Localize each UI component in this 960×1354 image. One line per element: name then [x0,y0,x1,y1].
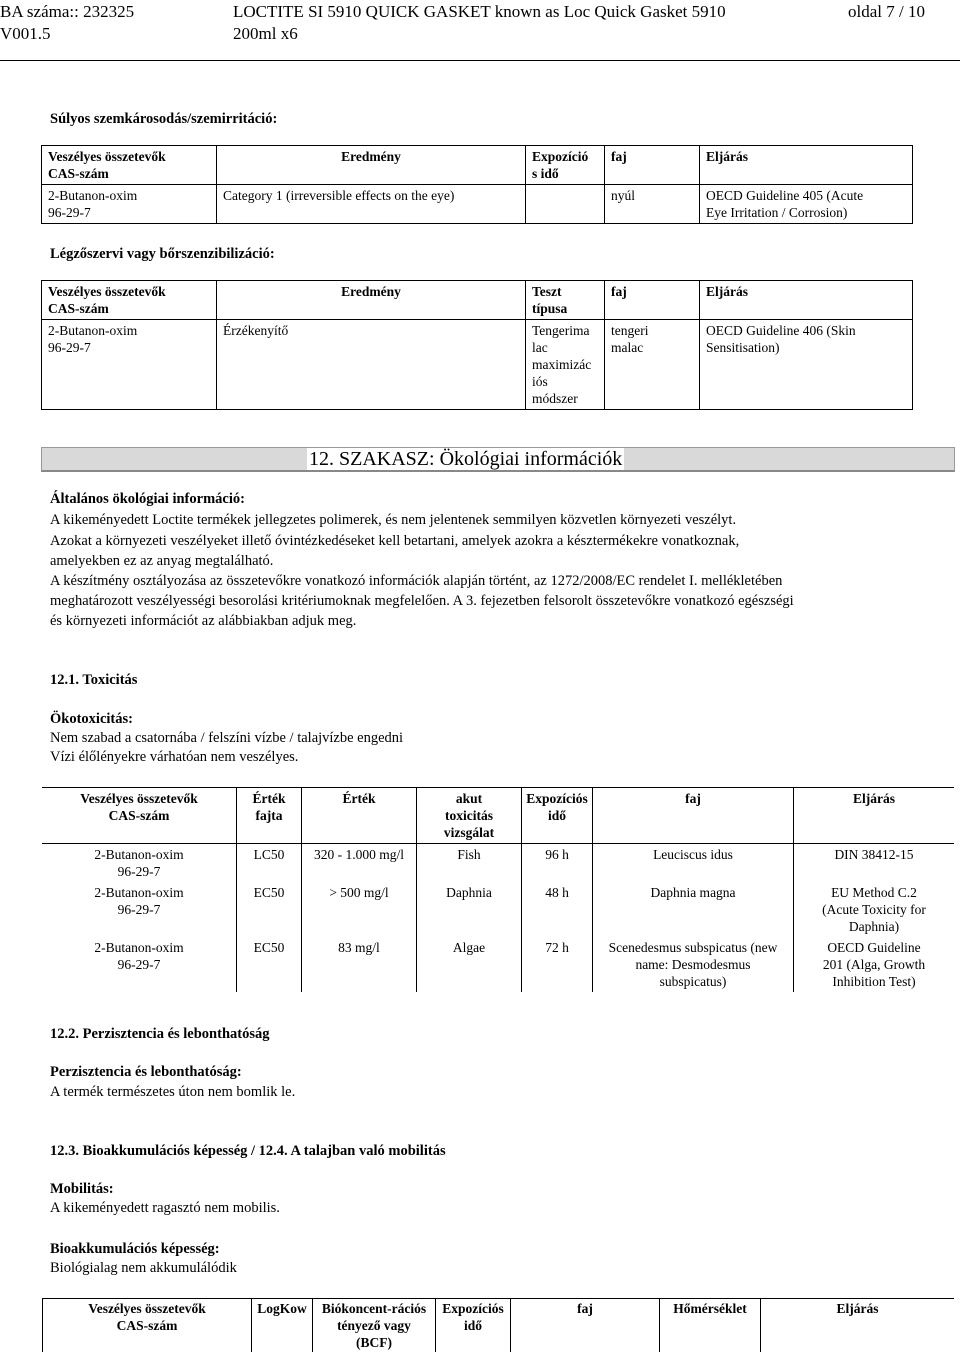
header-rule [0,60,960,61]
component-cell: 2-Butanon-oxim 96-29-7 [42,320,217,410]
col-header-species: faj [593,788,794,844]
mobility-title: Mobilitás: [50,1181,114,1197]
bioaccumulation-subtitle: Bioakkumulációs képesség: [50,1241,220,1257]
col-header-exposure: Expozíciós idő [436,1299,511,1353]
exposure-cell: 96 h [522,844,593,883]
col-header-exposure: Expozíció s idő [526,146,605,185]
col-header-method: Eljárás [700,146,913,185]
species-cell: Scenedesmus subspicatus (new name: Desmodesmus subspicatus) [593,937,794,992]
col-header-method: Eljárás [794,788,955,844]
value-cell: 320 - 1.000 mg/l [302,844,417,883]
col-header-species: faj [511,1299,660,1353]
col-header-result: Eredmény [217,281,526,320]
general-eco-para3b: meghatározott veszélyességi besorolási kritériumoknak megfelelően. A 3. fejezetben felsorolt összetevőkre vonatkozó egészségi [50,593,794,609]
exposure-cell [526,185,605,224]
bioaccumulation-title: 12.3. Bioakkumulációs képesség / 12.4. A talajban való mobilitás [50,1143,446,1159]
ecotox-line1: Nem szabad a csatornába / felszíni vízbe / talajvízbe engedni [50,730,404,746]
col-header-value: Érték [302,788,417,844]
col-header-logkow: LogKow [252,1299,313,1353]
col-header-result: Eredmény [217,146,526,185]
mobility-text: A kikeményedett ragasztó nem mobilis. [50,1200,280,1216]
method-cell: DIN 38412-15 [794,844,955,883]
table-row [42,320,913,410]
table-row [42,185,913,224]
general-eco-para1: A kikeményedett Loctite termékek jellegzetes polimerek, és nem jelentenek semmilyen közvetlen környezeti veszélyt. [50,512,737,528]
component-cell: 2-Butanon-oxim 96-29-7 [94,940,184,972]
header-product-size: 200ml x6 [233,24,298,43]
table-row [42,844,954,883]
col-header-value-type: Érték fajta [237,788,302,844]
component-cell: 2-Butanon-oxim 96-29-7 [42,844,237,883]
test-type-cell: Tengerima lac maximizác iós módszer [526,320,605,410]
header-product: LOCTITE SI 5910 QUICK GASKET known as Loc Quick Gasket 5910 [233,2,726,21]
sens-table-header [42,281,913,320]
value-type-cell: LC50 [237,844,302,883]
species-cell: Leuciscus idus [593,844,794,883]
ecotox-table-header [42,788,954,844]
general-eco-para3c: és környezeti információt az alábbiakban adjuk meg. [50,613,357,629]
value-cell: 83 mg/l [302,937,417,992]
col-header-component: Veszélyes összetevők CAS-szám [42,146,217,185]
col-header-acute-test: akut toxicitás vizsgálat [417,788,522,844]
col-header-species: faj [605,281,700,320]
species-cell: tengeri malac [605,320,700,410]
col-header-species: faj [605,146,700,185]
header-page-number: oldal 7 / 10 [848,2,925,21]
header-version: V001.5 [0,24,51,43]
col-header-component: Veszélyes összetevők CAS-szám [42,788,237,844]
col-header-component: Veszélyes összetevők CAS-szám [43,1299,252,1353]
method-cell: OECD Guideline 405 (Acute Eye Irritation / Corrosion) [700,185,913,224]
persistence-title: 12.2. Perzisztencia és lebonthatóság [50,1026,270,1042]
sens-table [41,280,913,410]
general-eco-para3a: A készítmény osztályozása az összetevőkre vonatkozó információk alapján történt, az 1272/2008/EC rendelet I. mellékletében [50,573,783,589]
eye-table-header [42,146,913,185]
species-cell: Daphnia magna [593,882,794,937]
table-row [42,937,954,992]
acute-test-cell: Daphnia [417,882,522,937]
section-12-heading: 12. SZAKASZ: Ökológiai információk [309,448,623,470]
eye-table [41,145,913,224]
component-cell: 2-Butanon-oxim 96-29-7 [94,885,184,917]
general-eco-title: Általános ökológiai információ: [50,491,245,507]
component-cell: 2-Butanon-oxim 96-29-7 [42,185,217,224]
col-header-bcf: Biókoncent-rációs tényező vagy (BCF) [313,1299,436,1353]
section-12-banner [41,447,955,472]
ecotox-line2: Vízi élőlényekre várhatóan nem veszélyes. [50,749,299,765]
acute-test-cell: Fish [417,844,522,883]
eye-section-title: Súlyos szemkárosodás/szemirritáció: [50,111,278,127]
col-header-exposure: Expozíciós idő [522,788,593,844]
col-header-method: Eljárás [700,281,913,320]
sens-section-title: Légzőszervi vagy bőrszenzibilizáció: [50,246,275,262]
bioaccumulation-table [42,1298,954,1352]
bioaccumulation-text: Biológialag nem akkumulálódik [50,1260,237,1276]
ecotox-title: Ökotoxicitás: [50,711,133,727]
table-row [42,882,954,937]
persistence-subtitle: Perzisztencia és lebonthatóság: [50,1064,242,1080]
bioaccumulation-table-header [43,1299,955,1353]
value-cell: > 500 mg/l [302,882,417,937]
acute-test-cell: Algae [417,937,522,992]
general-eco-para2b: amelyekben ez az anyag megtalálható. [50,553,274,569]
exposure-cell: 72 h [522,937,593,992]
species-cell: nyúl [605,185,700,224]
value-type-cell: EC50 [237,882,302,937]
method-cell: OECD Guideline 406 (Skin Sensitisation) [700,320,913,410]
col-header-method: Eljárás [761,1299,955,1353]
method-cell: EU Method C.2 (Acute Toxicity for Daphnia) [794,882,955,937]
col-header-temperature: Hőmérséklet [660,1299,761,1353]
method-cell: OECD Guideline 201 (Alga, Growth Inhibition Test) [794,937,955,992]
result-cell: Category 1 (irreversible effects on the eye) [217,185,526,224]
ecotox-table [42,787,954,992]
col-header-component: Veszélyes összetevők CAS-szám [42,281,217,320]
general-eco-para2a: Azokat a környezeti veszélyeket illető óvintézkedéseket kell betartani, amelyek azokra a késztermékekre vonatkoznak, [50,533,740,549]
exposure-cell: 48 h [522,882,593,937]
header-ba-number: BA száma:: 232325 [0,2,135,21]
result-cell: Érzékenyítő [217,320,526,410]
toxicity-title: 12.1. Toxicitás [50,672,138,688]
value-type-cell: EC50 [237,937,302,992]
col-header-test-type: Teszt típusa [526,281,605,320]
persistence-text: A termék természetes úton nem bomlik le. [50,1084,296,1100]
